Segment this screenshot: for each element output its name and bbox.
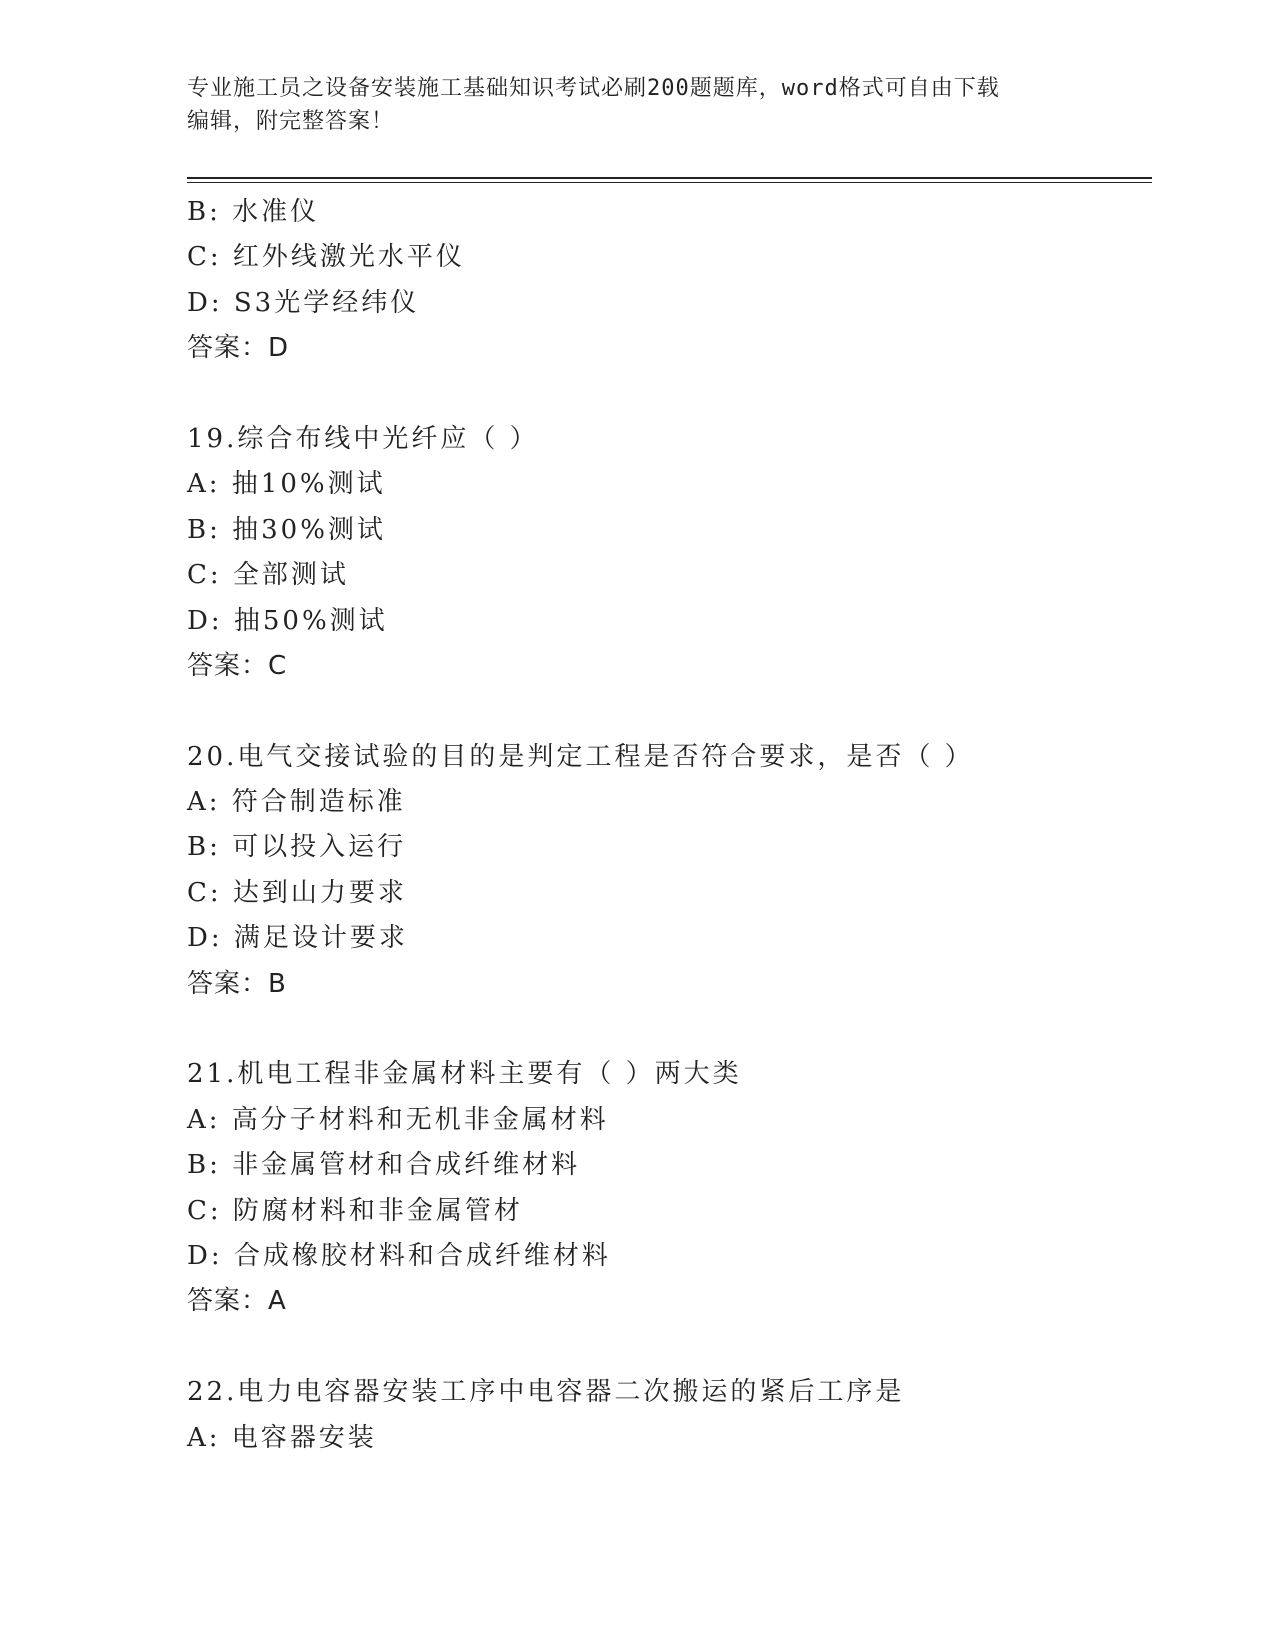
question-block xyxy=(187,1370,1147,1461)
spacer xyxy=(187,1007,1147,1052)
question-list xyxy=(187,190,1147,1461)
header-divider-thin xyxy=(187,182,1152,183)
answer-line: 答案：A xyxy=(187,1286,287,1317)
option-a: A: 抽10%测试 xyxy=(187,469,386,500)
header-title-line-1: 专业施工员之设备安装施工基础知识考试必刷200题题库，word格式可自由下载 xyxy=(187,76,1000,101)
option-a: A: 电容器安装 xyxy=(187,1422,377,1453)
answer-line: 答案：C xyxy=(187,650,288,681)
question-block xyxy=(187,735,1147,1007)
question-block xyxy=(187,190,1147,372)
document-header xyxy=(187,72,1087,138)
option-b: B: 抽30%测试 xyxy=(187,514,386,545)
spacer xyxy=(187,372,1147,417)
question-text: 19.综合布线中光纤应（ ） xyxy=(187,423,539,454)
header-title-line-2: 编辑，附完整答案！ xyxy=(187,109,395,134)
option-a: A: 符合制造标准 xyxy=(187,787,406,818)
option-d: D: 合成橡胶材料和合成纤维材料 xyxy=(187,1240,611,1271)
spacer xyxy=(187,689,1147,734)
option-b: B: 水准仪 xyxy=(187,197,320,227)
option-d: D: 满足设计要求 xyxy=(187,923,408,954)
option-c: C: 全部测试 xyxy=(187,560,349,591)
option-c: C: 防腐材料和非金属管材 xyxy=(187,1195,523,1226)
option-d: D: S3光学经纬仪 xyxy=(187,287,420,318)
header-divider-thick xyxy=(187,177,1152,179)
option-a: A: 高分子材料和无机非金属材料 xyxy=(187,1104,609,1135)
question-block xyxy=(187,1052,1147,1324)
option-c: C: 达到山力要求 xyxy=(187,877,407,908)
question-block xyxy=(187,417,1147,689)
question-text: 22.电力电容器安装工序中电容器二次搬运的紧后工序是 xyxy=(187,1377,905,1408)
option-b: B: 非金属管材和合成纤维材料 xyxy=(187,1150,581,1181)
question-text: 20.电气交接试验的目的是判定工程是否符合要求，是否（ ） xyxy=(187,741,974,772)
answer-line: 答案：D xyxy=(187,333,290,364)
spacer xyxy=(187,1325,1147,1370)
option-d: D: 抽50%测试 xyxy=(187,605,388,636)
question-text: 21.机电工程非金属材料主要有（ ）两大类 xyxy=(187,1059,742,1090)
option-c: C: 红外线激光水平仪 xyxy=(187,242,465,273)
option-b: B: 可以投入运行 xyxy=(187,832,407,863)
answer-line: 答案：B xyxy=(187,968,287,999)
